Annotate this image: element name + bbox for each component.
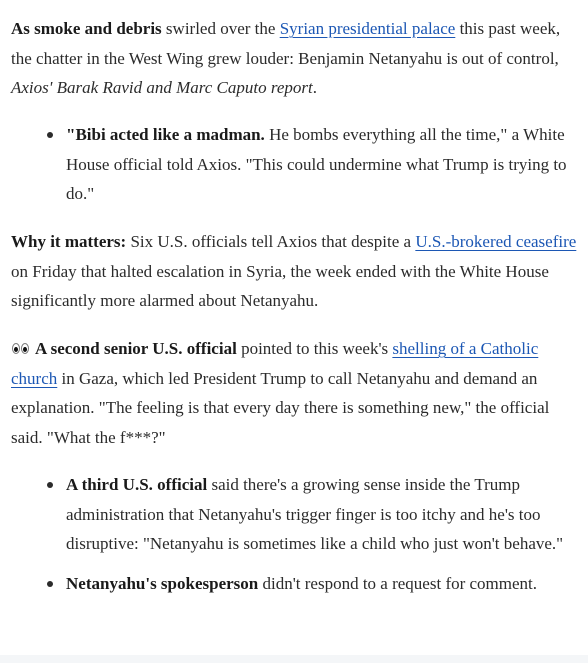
third-official-lead: A third U.S. official <box>66 475 208 494</box>
bullet-list-1 <box>0 120 588 209</box>
paragraph-why-it-matters <box>11 227 581 316</box>
ceasefire-link[interactable]: U.S.-brokered ceasefire <box>415 232 577 251</box>
second-official-text-2: in Gaza, which led President Trump to call Netanyahu and demand an explanation. "The feeling is that every day there is something new," the official said. "What the f***?" <box>11 368 550 447</box>
second-official-lead: A second senior U.S. official <box>35 339 237 358</box>
intro-credit: Axios' Barak Ravid and Marc Caputo report <box>11 78 313 97</box>
intro-text-3: . <box>312 78 317 97</box>
bullet-item-madman <box>0 120 588 209</box>
paragraph-second-official <box>11 334 581 452</box>
bullet-dot <box>47 581 53 587</box>
eyes-icon <box>11 341 31 355</box>
why-text-1: Six U.S. officials tell Axios that despite a <box>126 232 416 251</box>
bottom-divider <box>0 655 588 663</box>
intro-text-1: swirled over the <box>161 19 280 38</box>
bullet-madman-text: He bombs everything all the time," a White House official told Axios. "This could undermine what Trump is trying to do." <box>66 125 567 203</box>
bullet-dot <box>47 482 53 488</box>
church-shelling-link[interactable]: shelling of a Catholic church <box>11 339 539 388</box>
why-text-2: on Friday that halted escalation in Syria, the week ended with the White House significantly more alarmed about Netanyahu. <box>11 261 549 310</box>
bullet-item-spokesperson <box>0 569 588 599</box>
paragraph-intro <box>11 14 581 103</box>
spokesperson-lead: Netanyahu's spokesperson <box>66 573 259 593</box>
bullet-dot <box>47 132 53 138</box>
second-official-text-1: pointed to this week's <box>236 339 393 358</box>
intro-lead: As smoke and debris <box>11 19 162 38</box>
bullet-list-2 <box>0 470 588 598</box>
bullet-madman-lead: "Bibi acted like a madman. <box>66 125 265 144</box>
bullet-item-third-official <box>0 470 588 559</box>
third-official-text: said there's a growing sense inside the Trump administration that Netanyahu's trigger finger is too itchy and he's too disruptive: "Netanyahu is sometimes like a child who just won't behave." <box>66 475 564 553</box>
syrian-palace-link[interactable]: Syrian presidential palace <box>279 19 456 38</box>
intro-text-2: this past week, the chatter in the West Wing grew louder: Benjamin Netanyahu is out of control, <box>11 19 561 68</box>
spokesperson-text: didn't respond to a request for comment. <box>258 573 538 593</box>
why-it-matters-lead: Why it matters: <box>11 232 127 251</box>
